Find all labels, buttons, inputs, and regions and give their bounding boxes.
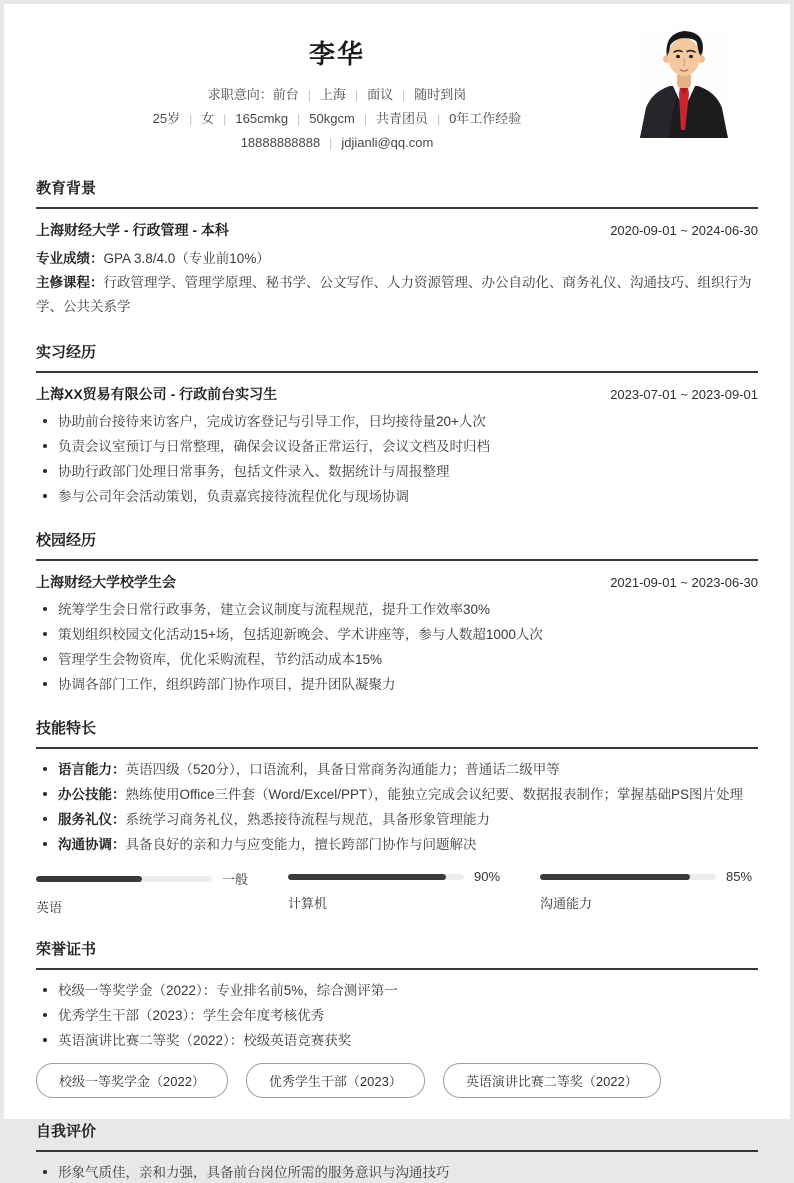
courses-value: 行政管理学、管理学原理、秘书学、公文写作、人力资源管理、办公自动化、商务礼仪、沟通技巧、组织行为学、公共关系学 xyxy=(36,275,752,314)
bar-row xyxy=(540,869,758,884)
bullet-item: 参与公司年会活动策划，负责嘉宾接待流程优化与现场协调 xyxy=(36,486,758,507)
intent-city: 上海 xyxy=(319,87,346,102)
company-role-title: 上海XX贸易有限公司 - 行政前台实习生 xyxy=(36,386,278,402)
info-age: 25岁 xyxy=(152,111,181,126)
skill-colon: ： xyxy=(112,787,126,802)
bar-fill xyxy=(288,874,446,880)
skill-item xyxy=(36,784,758,805)
skill-label: 沟通协调 xyxy=(58,837,112,852)
honor-tag: 优秀学生干部（2023） xyxy=(246,1063,425,1098)
internship-date-range: 2023-07-01 ~ 2023-09-01 xyxy=(610,387,758,402)
resume-page xyxy=(4,4,790,1180)
separator: | xyxy=(189,112,193,126)
section-heading: 教育背景 xyxy=(36,179,758,209)
section-heading: 技能特长 xyxy=(36,719,758,749)
bullet-item: 校级一等奖学金（2022）：专业排名前5%，综合测评第一 xyxy=(36,980,758,1001)
personal-info-line xyxy=(36,107,638,131)
bullet-item: 协助前台接待来访客户，完成访客登记与引导工作，日均接待量20+人次 xyxy=(36,411,758,432)
header-text-block xyxy=(36,26,638,155)
bullet-item: 统筹学生会日常行政事务，建立会议制度与流程规范，提升工作效率30% xyxy=(36,599,758,620)
bullet-item: 负责会议室预订与日常整理，确保会议设备正常运行，会议文档及时归档 xyxy=(36,436,758,457)
skill-bars-row xyxy=(36,869,758,916)
separator: | xyxy=(402,88,406,102)
honor-tags-row xyxy=(36,1063,758,1098)
intent-position: 求职意向：前台 xyxy=(207,87,299,102)
email-address: jdjianli@qq.com xyxy=(341,135,434,150)
separator: | xyxy=(436,112,441,126)
separator: | xyxy=(297,112,301,126)
section-education xyxy=(36,179,758,319)
phone-number: 18888888888 xyxy=(240,135,321,150)
skill-label: 语言能力 xyxy=(58,762,112,777)
bullet-item: 协调各部门工作，组织跨部门协作项目，提升团队凝聚力 xyxy=(36,674,758,695)
skills-bullet-list xyxy=(36,759,758,855)
organization-title: 上海财经大学校学生会 xyxy=(36,574,176,590)
info-experience: 0年工作经验 xyxy=(449,111,522,126)
bar-value-label: 一般 xyxy=(222,872,249,887)
gpa-line xyxy=(36,247,758,271)
courses-label: 主修课程： xyxy=(36,275,104,290)
education-entry-header xyxy=(36,219,758,242)
section-internship xyxy=(36,343,758,507)
bar-skill-name: 沟通能力 xyxy=(540,896,593,911)
section-skills xyxy=(36,719,758,916)
section-self-evaluation xyxy=(36,1122,758,1183)
bar-skill-name: 英语 xyxy=(36,900,63,915)
bar-value-label: 90% xyxy=(474,869,501,884)
bar-fill xyxy=(36,876,142,882)
skill-item xyxy=(36,809,758,830)
skill-label: 办公技能 xyxy=(58,787,112,802)
separator: | xyxy=(354,88,359,102)
info-height: 165cmkg xyxy=(235,111,289,126)
skill-label: 服务礼仪 xyxy=(58,812,112,827)
intent-salary: 面议 xyxy=(367,87,394,102)
bar-track xyxy=(288,874,464,880)
bar-value-label: 85% xyxy=(726,869,753,884)
skill-colon: ： xyxy=(112,762,126,777)
bar-row xyxy=(36,869,254,888)
info-political-status: 共青团员 xyxy=(375,111,428,126)
gpa-label: 专业成绩： xyxy=(36,251,104,266)
bar-track xyxy=(36,876,212,882)
campus-date-range: 2021-09-01 ~ 2023-06-30 xyxy=(610,575,758,590)
info-gender: 女 xyxy=(201,111,215,126)
skill-colon: ： xyxy=(112,837,126,852)
separator: | xyxy=(329,136,333,150)
contact-line xyxy=(36,131,638,155)
section-heading: 自我评价 xyxy=(36,1122,758,1152)
skill-bar-computer xyxy=(288,869,506,916)
resume-header xyxy=(36,26,758,155)
section-heading: 荣誉证书 xyxy=(36,940,758,970)
skill-text: 系统学习商务礼仪，熟悉接待流程与规范，具备形象管理能力 xyxy=(125,812,490,827)
separator: | xyxy=(307,88,311,102)
bullet-item: 协助行政部门处理日常事务，包括文件录入、数据统计与周报整理 xyxy=(36,461,758,482)
internship-bullet-list xyxy=(36,411,758,507)
honor-tag: 校级一等奖学金（2022） xyxy=(36,1063,228,1098)
section-heading: 实习经历 xyxy=(36,343,758,373)
section-honors xyxy=(36,940,758,1098)
honor-tag: 英语演讲比赛二等奖（2022） xyxy=(443,1063,661,1098)
skill-text: 具备良好的亲和力与应变能力，擅长跨部门协作与问题解决 xyxy=(125,837,477,852)
honors-bullet-list xyxy=(36,980,758,1051)
candidate-name: 李华 xyxy=(308,39,365,69)
skill-item xyxy=(36,759,758,780)
separator: | xyxy=(223,112,227,126)
bullet-item: 优秀学生干部（2023）：学生会年度考核优秀 xyxy=(36,1005,758,1026)
section-heading: 校园经历 xyxy=(36,531,758,561)
skill-colon: ： xyxy=(112,812,126,827)
skill-item xyxy=(36,834,758,855)
bar-row xyxy=(288,869,506,884)
bullet-item: 形象气质佳，亲和力强，具备前台岗位所需的服务意识与沟通技巧 xyxy=(36,1162,758,1183)
bullet-item: 英语演讲比赛二等奖（2022）：校级英语竞赛获奖 xyxy=(36,1030,758,1051)
bar-skill-name: 计算机 xyxy=(288,896,328,911)
intent-availability: 随时到岗 xyxy=(414,87,467,102)
bar-track xyxy=(540,874,716,880)
skill-bar-english xyxy=(36,869,254,916)
bar-fill xyxy=(540,874,690,880)
section-campus xyxy=(36,531,758,695)
job-intent-line xyxy=(36,83,638,107)
separator: | xyxy=(363,112,367,126)
portrait-illustration xyxy=(638,26,730,138)
campus-bullet-list xyxy=(36,599,758,695)
bullet-item: 管理学生会物资库，优化采购流程，节约活动成本15% xyxy=(36,649,758,670)
internship-entry-header xyxy=(36,383,758,406)
skill-bar-communication xyxy=(540,869,758,916)
campus-entry-header xyxy=(36,571,758,594)
education-date-range: 2020-09-01 ~ 2024-06-30 xyxy=(610,223,758,238)
skill-text: 英语四级（520分），口语流利，具备日常商务沟通能力；普通话二级甲等 xyxy=(125,762,560,777)
self-eval-bullet-list xyxy=(36,1162,758,1183)
courses-line xyxy=(36,271,758,319)
bullet-item: 策划组织校园文化活动15+场，包括迎新晚会、学术讲座等，参与人数超1000人次 xyxy=(36,624,758,645)
profile-photo xyxy=(638,26,730,138)
info-weight: 50kgcm xyxy=(309,111,355,126)
gpa-value: GPA 3.8/4.0（专业前10%） xyxy=(103,251,270,266)
school-degree-title: 上海财经大学 - 行政管理 - 本科 xyxy=(36,222,229,238)
skill-text: 熟练使用Office三件套（Word/Excel/PPT），能独立完成会议纪要、数据报表制作；掌握基础PS图片处理 xyxy=(125,787,744,802)
